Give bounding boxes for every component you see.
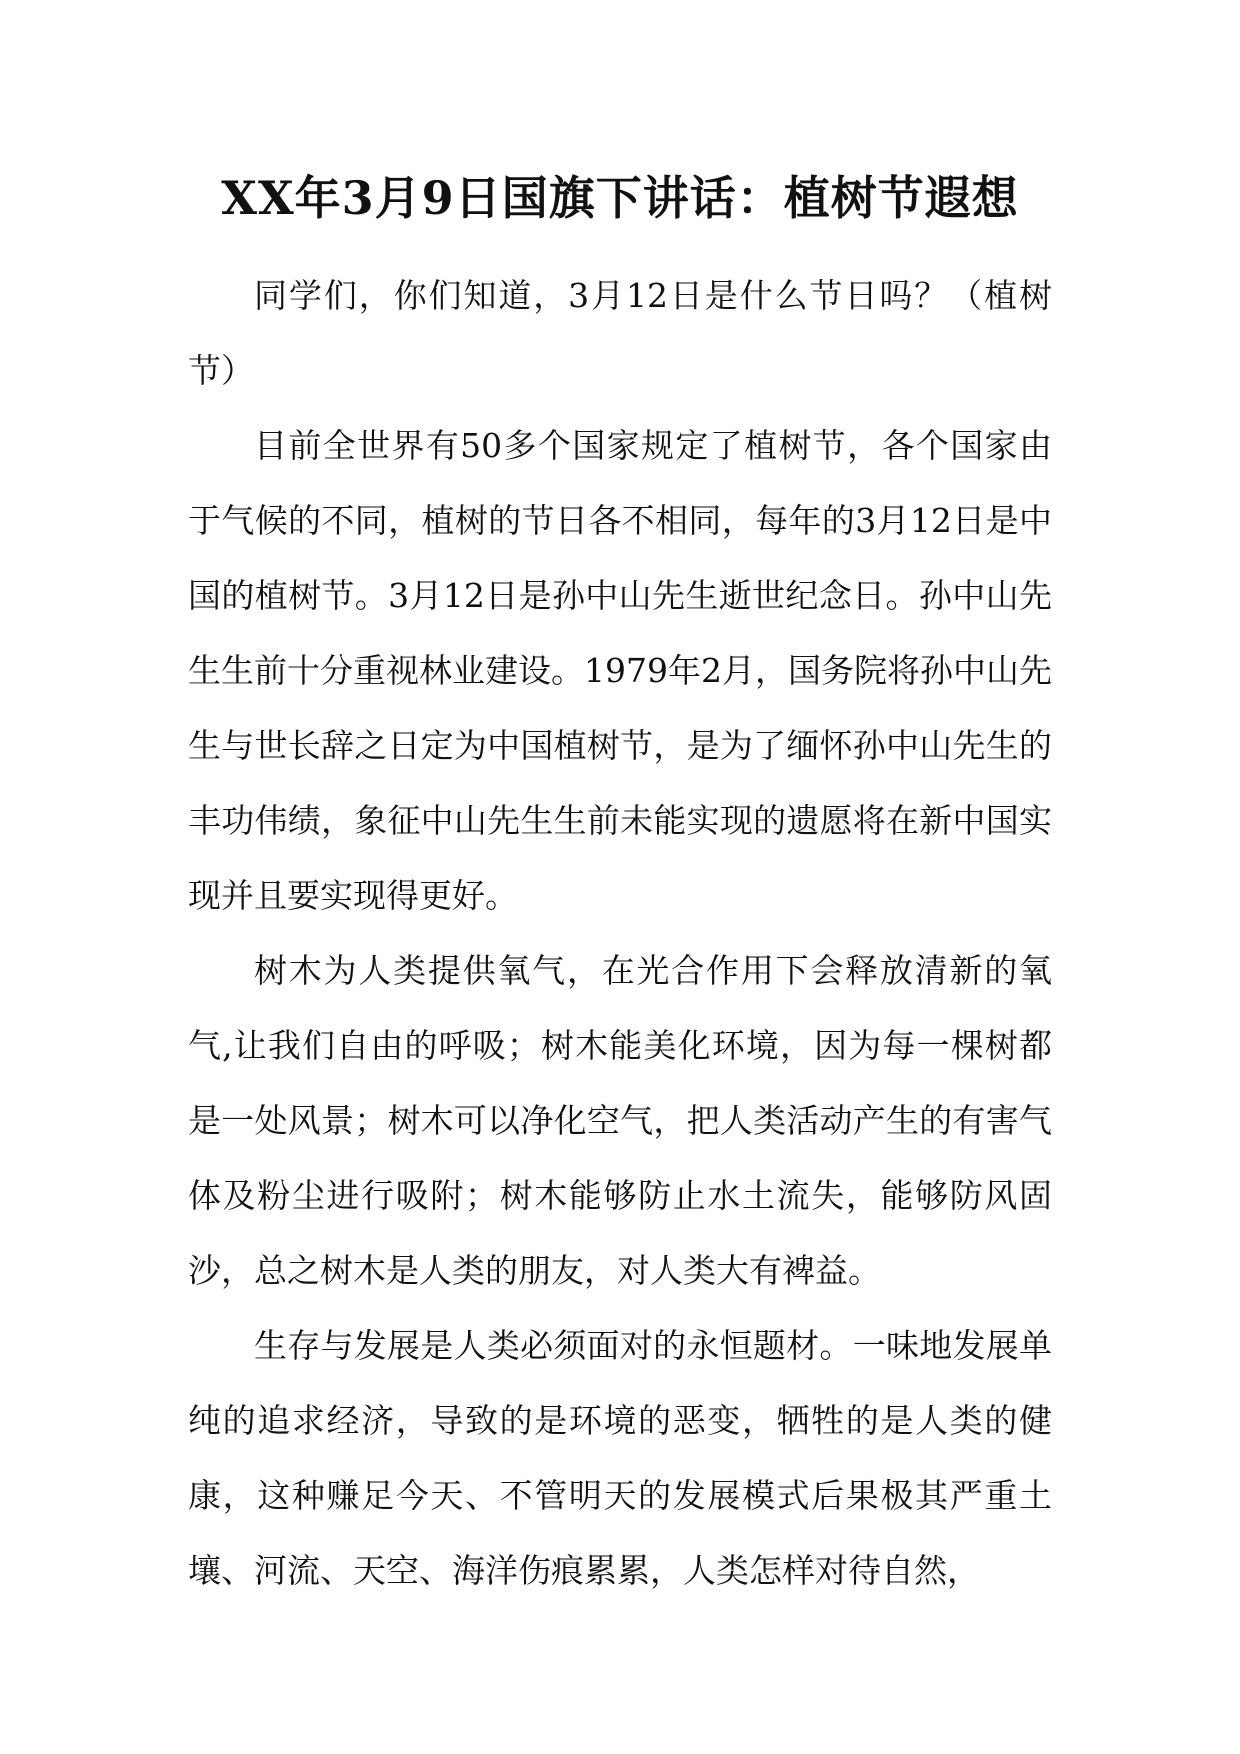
paragraph-1: 同学们，你们知道，3月12日是什么节日吗？（植树节）: [188, 276, 1052, 390]
paragraph-2: 目前全世界有50多个国家规定了植树节，各个国家由于气候的不同，植树的节日各不相同，每年的3月12日是中国的植树节。3月12日是孙中山先生逝世纪念日。孙中山先生生前十分重视林业建设。1979年2月，国务院将孙中山先生与世长辞之日定为中国植树节，是为了缅怀孙中山先生的丰功伟绩，象征中山先生生前未能实现的遗愿将在新中国实现并且要实现得更好。: [188, 426, 1052, 915]
paragraph-4: 生存与发展是人类必须面对的永恒题材。一味地发展单纯的追求经济，导致的是环境的恶变，牺牲的是人类的健康，这种赚足今天、不管明天的发展模式后果极其严重土壤、河流、天空、海洋伤痕累累，人类怎样对待自然，: [188, 1326, 1052, 1590]
document-body: [188, 258, 1052, 1608]
paragraph-3: 树木为人类提供氧气，在光合作用下会释放清新的氧气,让我们自由的呼吸；树木能美化环境，因为每一棵树都是一处风景；树木可以净化空气，把人类活动产生的有害气体及粉尘进行吸附；树木能够防止水土流失，能够防风固沙，总之树木是人类的朋友，对人类大有裨益。: [188, 951, 1052, 1290]
document-title: XX年3月9日国旗下讲话：植树节遐想: [221, 171, 1019, 225]
